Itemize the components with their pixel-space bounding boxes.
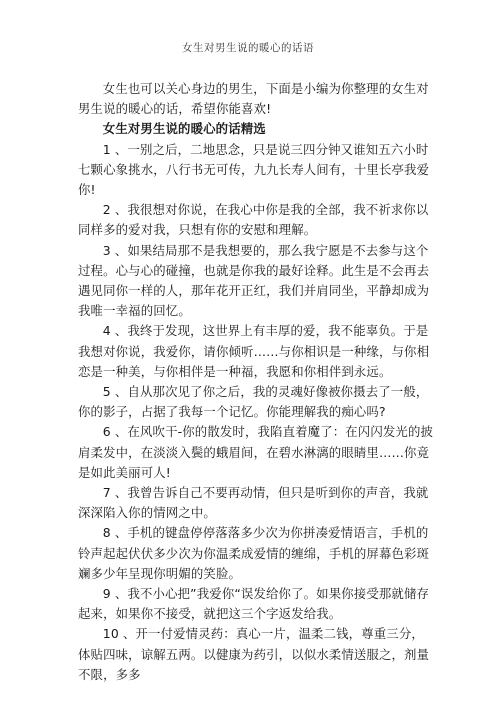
- list-item-9: 9 、我不小心把”我爱你“误发给你了。如果你接受那就储存起来，如果你不接受，就把这三个字返发给我。: [78, 586, 430, 622]
- list-item-8: 8 、手机的键盘停停落落多少次为你拼凑爱情语言，手机的铃声起起伏伏多少次为你温柔成爱情的缠绵，手机的屏幕色彩斑斓多少年呈现你明媚的笑脸。: [78, 525, 430, 581]
- list-item-10: 10 、开一付爱情灵药：真心一片，温柔二钱，尊重三分，体贴四味，谅解五两。以健康为药引，以似水柔情送服之，剂量不限，多多: [78, 626, 430, 682]
- list-item-4: 4 、我终于发现，这世界上有丰厚的爱，我不能辜负。于是我想对你说，我爱你，请你倾听……与你相识是一种缘，与你相恋是一种美，与你相伴是一种福，我愿和你相伴到永远。: [78, 323, 430, 379]
- list-item-6: 6 、在风吹干-你的散发时，我陷直着魔了：在闪闪发光的披肩柔发中，在淡淡入鬓的蛾眉间，在碧水淋漓的眼睛里……你竟是如此美丽可人!: [78, 424, 434, 480]
- section-heading: 女生对男生说的暖心的话精选: [102, 121, 266, 137]
- list-item-2: 2 、我很想对你说，在我心中你是我的全部，我不祈求你以同样多的爱对我，只想有你的安慰和理解。: [78, 202, 429, 238]
- document-title: 女生对男生说的暖心的话语: [182, 42, 314, 54]
- list-item-3: 3 、如果结局那不是我想要的，那么我宁愿是不去参与这个过程。心与心的碰撞，也就是你我的最好诠释。此生是不会再去遇见同你一样的人，那年花开正红，我们并肩同坐，平静却成为我唯一幸福的回忆。: [78, 242, 430, 319]
- intro-paragraph: 女生也可以关心身边的男生，下面是小编为你整理的女生对男生说的暖心的话，希望你能喜欢!: [78, 81, 429, 117]
- list-item-1: 1 、一别之后，二地思念，只是说三四分钟又谁知五六小时七颗心象挑水，八行书无可传，九九长寿人间有，十里长亭我爱你!: [78, 141, 430, 198]
- list-item-5: 5 、自从那次见了你之后，我的灵魂好像被你摄去了一般，你的影子，占据了我每一个记忆。你能理解我的痴心吗?: [78, 384, 429, 420]
- list-item-7: 7 、我曾告诉自己不要再动情，但只是听到你的声音，我就深深陷入你的情网之中。: [78, 485, 429, 521]
- document-body: [78, 79, 434, 685]
